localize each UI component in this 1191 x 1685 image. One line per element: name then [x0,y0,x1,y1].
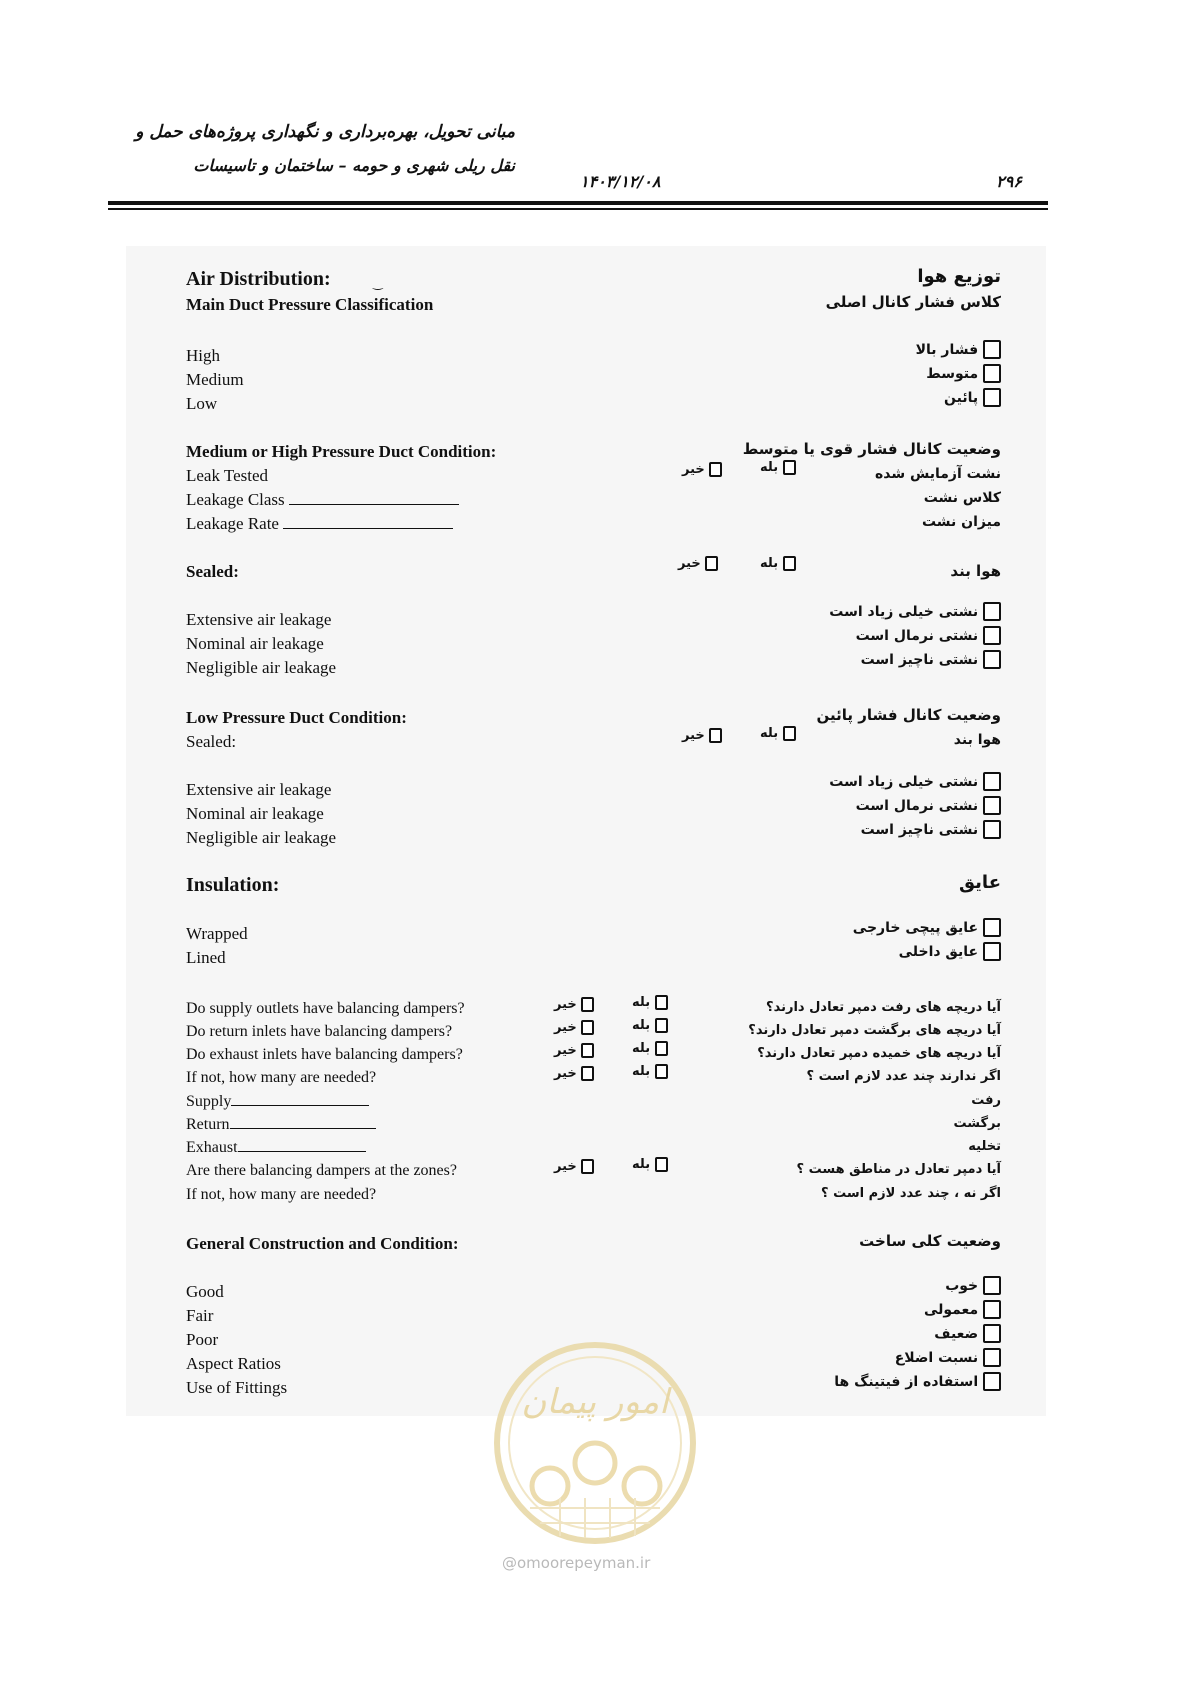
good-fa[interactable]: خوب [945,1276,1001,1295]
lined-fa[interactable]: عایق داخلی [899,942,1001,961]
option-low-fa[interactable]: پائین [944,388,1001,407]
mh-condition-title: Medium or High Pressure Duct Condition: [186,442,497,461]
low-nominal-label: Nominal air leakage [186,804,324,823]
low-sealed-no[interactable]: خیر [682,728,722,743]
low-nominal-checkbox[interactable] [983,796,1001,815]
low-condition-title-fa: وضعیت کانال فشار پائین [816,706,1001,724]
header-title-line1: مبانی تحویل، بهره‌برداری و نگهداری پروژه‌های حمل و [135,122,515,142]
poor-label: Poor [186,1330,219,1349]
zones-yes[interactable]: بله [632,1157,668,1172]
poor-fa[interactable]: ضعیف [934,1324,1001,1343]
sealed-nominal-fa[interactable]: نشتی نرمال است [856,626,1001,645]
fair-label: Fair [186,1306,214,1325]
supply-dampers-question-fa: آیا دریچه های رفت دمپر تعادل دارند؟ [766,1000,1001,1015]
return-dampers-question-fa: آیا دریچه های برگشت دمپر تعادل دارند؟ [748,1023,1001,1038]
q1-yes-checkbox[interactable] [655,995,668,1010]
leak-tested-yes[interactable]: بله [760,460,796,475]
option-high-label: High [186,346,220,365]
q4-yes[interactable]: بله [632,1064,668,1079]
q3-yes[interactable]: بله [632,1041,668,1056]
q3-no-checkbox[interactable] [581,1043,594,1058]
supply-dampers-question: Do supply outlets have balancing dampers? [186,1000,465,1017]
zones-yes-checkbox[interactable] [655,1157,668,1172]
seal-text: امور پیمان [521,1382,669,1422]
low-nominal-fa[interactable]: نشتی نرمال است [856,796,1001,815]
leak-tested-fa: نشت آزمایش شده [874,466,1001,482]
aspect-ratios-fa[interactable]: نسبت اضلاع [895,1348,1001,1367]
how-many-question: If not, how many are needed? [186,1069,377,1086]
exhaust-field[interactable] [238,1151,366,1152]
leak-tested-label: Leak Tested [186,466,269,485]
q4-no[interactable]: خیر [554,1066,594,1081]
lined-label: Lined [186,948,226,967]
header-title-line2: نقل ریلی شهری و حومه – ساختمان و تاسیسات [193,156,515,175]
sealed-extensive-label: Extensive air leakage [186,610,332,629]
mh-condition-title-fa: وضعیت کانال فشار قوی یا متوسط [742,440,1001,458]
return-fa: برگشت [953,1116,1001,1131]
leakage-class-row: Leakage Class [186,490,459,510]
zones-how-many-question-fa: اگر نه ، چند عدد لازم است ؟ [821,1186,1001,1201]
poor-checkbox[interactable] [983,1324,1001,1343]
sealed-extensive-fa[interactable]: نشتی خیلی زیاد است [829,602,1001,621]
fair-fa[interactable]: معمولی [924,1300,1001,1319]
insulation-title-fa: عایق [958,872,1001,893]
q4-no-checkbox[interactable] [581,1066,594,1081]
zones-no-checkbox[interactable] [581,1159,594,1174]
sealed-extensive-checkbox[interactable] [983,602,1001,621]
page-number: ۲۹۶ [996,172,1022,191]
general-title: General Construction and Condition: [186,1234,459,1253]
insulation-title: Insulation: [186,874,280,896]
q3-yes-checkbox[interactable] [655,1041,668,1056]
good-checkbox[interactable] [983,1276,1001,1295]
low-extensive-fa[interactable]: نشتی خیلی زیاد است [829,772,1001,791]
low-checkbox[interactable] [983,388,1001,407]
sealed-negligible-fa[interactable]: نشتی ناچیز است [861,650,1001,669]
q2-yes[interactable]: بله [632,1018,668,1033]
leakage-class-field[interactable] [289,504,459,505]
zones-no[interactable]: خیر [554,1159,594,1174]
watermark-site: @omoorepeyman.ir [502,1554,651,1572]
medium-checkbox[interactable] [983,364,1001,383]
return-field[interactable] [230,1128,376,1129]
leak-tested-yes-checkbox[interactable] [783,460,796,475]
option-high-fa[interactable]: فشار بالا [916,340,1001,359]
q4-yes-checkbox[interactable] [655,1064,668,1079]
return-row: Return [186,1116,376,1134]
low-sealed-label: Sealed: [186,732,237,751]
option-low-label: Low [186,394,218,413]
main-duct-pressure-subtitle: Main Duct Pressure Classification [186,295,434,314]
sealed-title-fa: هوا بند [950,562,1001,580]
q3-no[interactable]: خیر [554,1043,594,1058]
general-title-fa: وضعیت کلی ساخت [859,1232,1001,1250]
use-of-fittings-checkbox[interactable] [983,1372,1001,1391]
sealed-yes[interactable]: بله [760,556,796,571]
sealed-no[interactable]: خیر [678,556,718,571]
low-sealed-yes[interactable]: بله [760,726,796,741]
leakage-rate-fa: میزان نشت [921,514,1001,530]
supply-row: Supply [186,1093,369,1111]
low-negligible-label: Negligible air leakage [186,828,337,847]
aspect-ratios-label: Aspect Ratios [186,1354,281,1373]
zones-question-fa: آیا دمپر تعادل در مناطق هست ؟ [796,1162,1001,1177]
header-rule-thin [108,208,1048,210]
sealed-nominal-label: Nominal air leakage [186,634,324,653]
low-negligible-checkbox[interactable] [983,820,1001,839]
use-of-fittings-fa[interactable]: استفاده از فیتینگ ها [834,1372,1001,1391]
watermark-seal-logo [490,1338,700,1548]
exhaust-dampers-question-fa: آیا دریچه های خمیده دمپر تعادل دارند؟ [757,1046,1001,1061]
sealed-negligible-label: Negligible air leakage [186,658,337,677]
sealed-title: Sealed: [186,562,239,581]
leakage-rate-row: Leakage Rate [186,514,453,534]
exhaust-fa: تخلیه [968,1139,1001,1154]
low-sealed-fa: هوا بند [953,732,1001,748]
return-dampers-question: Do return inlets have balancing dampers? [186,1023,453,1040]
air-distribution-title: Air Distribution: [186,268,331,290]
aspect-ratios-checkbox[interactable] [983,1348,1001,1367]
supply-field[interactable] [231,1105,369,1106]
q1-yes[interactable]: بله [632,995,668,1010]
low-sealed-yes-checkbox[interactable] [783,726,796,741]
lined-checkbox[interactable] [983,942,1001,961]
high-checkbox[interactable] [983,340,1001,359]
q2-yes-checkbox[interactable] [655,1018,668,1033]
stray-mark: ‿ [373,276,383,290]
low-condition-title: Low Pressure Duct Condition: [186,708,407,727]
q1-no-checkbox[interactable] [581,997,594,1012]
sealed-nominal-checkbox[interactable] [983,626,1001,645]
sealed-negligible-checkbox[interactable] [983,650,1001,669]
low-negligible-fa[interactable]: نشتی ناچیز است [861,820,1001,839]
q2-no-checkbox[interactable] [581,1020,594,1035]
low-extensive-checkbox[interactable] [983,772,1001,791]
leakage-class-fa: کلاس نشت [923,490,1001,506]
sealed-no-checkbox[interactable] [705,556,718,571]
zones-question: Are there balancing dampers at the zones? [186,1162,457,1179]
supply-fa: رفت [971,1093,1001,1108]
low-extensive-label: Extensive air leakage [186,780,332,799]
leak-tested-no-checkbox[interactable] [709,462,722,477]
fair-checkbox[interactable] [983,1300,1001,1319]
wrapped-label: Wrapped [186,924,248,943]
option-medium-fa[interactable]: متوسط [926,364,1001,383]
wrapped-checkbox[interactable] [983,918,1001,937]
low-sealed-no-checkbox[interactable] [709,728,722,743]
good-label: Good [186,1282,224,1301]
header-date: ۱۴۰۳/۱۲/۰۸ [580,172,661,191]
leakage-rate-field[interactable] [283,528,453,529]
q2-no[interactable]: خیر [554,1020,594,1035]
option-medium-label: Medium [186,370,244,389]
exhaust-row: Exhaust [186,1139,366,1157]
wrapped-fa[interactable]: عایق پیچی خارجی [853,918,1001,937]
leak-tested-no[interactable]: خیر [682,462,722,477]
use-of-fittings-label: Use of Fittings [186,1378,288,1397]
air-distribution-title-fa: توزیع هوا [917,266,1001,287]
q1-no[interactable]: خیر [554,997,594,1012]
sealed-yes-checkbox[interactable] [783,556,796,571]
header-rule-thick [108,201,1048,205]
main-duct-pressure-subtitle-fa: کلاس فشار کانال اصلی [825,293,1001,311]
how-many-question-fa: اگر ندارند چند عدد لازم است ؟ [806,1069,1001,1084]
exhaust-dampers-question: Do exhaust inlets have balancing dampers? [186,1046,463,1063]
zones-how-many-question: If not, how many are needed? [186,1186,377,1203]
